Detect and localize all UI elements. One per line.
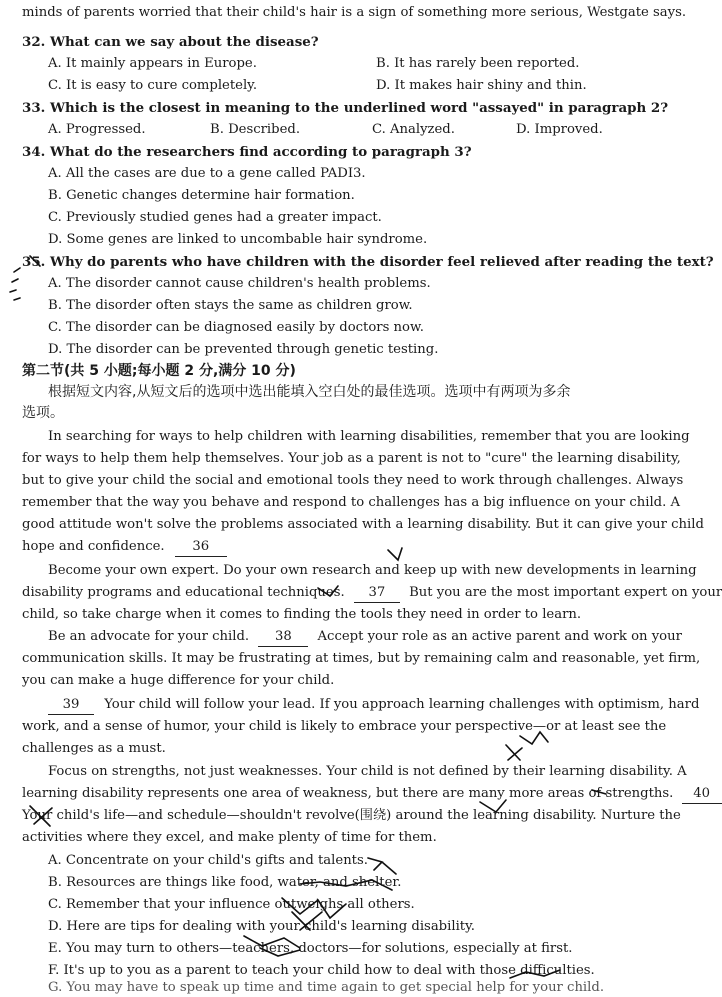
blank-39: 39 — [48, 696, 94, 715]
choice-g: G. You may have to speak up time and time again to get special help for your child. — [48, 980, 605, 995]
pen-mark — [368, 858, 396, 874]
option-32a: A. It mainly appears in Europe. — [48, 56, 257, 71]
passage-p3-text-b: Accept your role as an active parent and work on your — [317, 629, 682, 644]
choice-e: E. You may turn to others—teachers, doctors—for solutions, especially at first. — [48, 941, 573, 956]
passage-p5-line-1: Focus on strengths, not just weaknesses. Your child is not defined by their learning disability. A — [48, 764, 687, 779]
passage-p1-line-4: remember that the way you behave and respond to challenges has a big influence on your child. A — [22, 495, 681, 510]
question-35: 35. Why do parents who have children with the disorder feel relieved after reading the text? — [22, 254, 714, 270]
choice-d: D. Here are tips for dealing with your child's learning disability. — [48, 919, 475, 934]
option-33d: D. Improved. — [516, 122, 603, 137]
option-32c: C. It is easy to cure completely. — [48, 78, 258, 93]
passage-p3-line-3: you can make a huge difference for your child. — [22, 673, 335, 688]
passage-p1-line-5: good attitude won't solve the problems associated with a learning disability. But it can give your child — [22, 517, 704, 532]
question-34: 34. What do the researchers find according to paragraph 3? — [22, 144, 472, 160]
option-33c: C. Analyzed. — [372, 122, 455, 137]
choice-a: A. Concentrate on your child's gifts and talents. — [48, 853, 368, 868]
question-32: 32. What can we say about the disease? — [22, 34, 319, 50]
passage-p3-line-2: communication skills. It may be frustrating at times, but by remaining calm and reasonable, yet firm, — [22, 651, 701, 666]
pen-mark — [10, 268, 20, 300]
option-34d: D. Some genes are linked to uncombable hair syndrome. — [48, 232, 428, 247]
passage-p1-line-2: for ways to help them help themselves. Your job as a parent is not to "cure" the learning disability, — [22, 451, 681, 466]
passage-p3-text-a: Be an advocate for your child. — [48, 629, 250, 644]
blank-37: 37 — [354, 584, 400, 603]
passage-p5-line-4: activities where they excel, and make plenty of time for them. — [22, 830, 437, 845]
passage-p5-line-3: Your child's life—and schedule—shouldn't revolve(围绕) around the learning disability. Nurture the — [22, 808, 681, 823]
continued-passage-line: minds of parents worried that their child's hair is a sign of something more serious, Westgate says. — [22, 5, 687, 20]
option-34b: B. Genetic changes determine hair formation. — [48, 188, 355, 203]
option-33a: A. Progressed. — [48, 122, 146, 137]
option-33b: B. Described. — [210, 122, 301, 137]
choice-c: C. Remember that your influence outweighs all others. — [48, 897, 415, 912]
passage-p4-line-2: work, and a sense of humor, your child is likely to embrace your perspective—or at least see the — [22, 719, 667, 734]
option-34a: A. All the cases are due to a gene called PADI3. — [48, 166, 366, 181]
choice-f: F. It's up to you as a parent to teach your child how to deal with those difficulties. — [48, 963, 595, 978]
option-32d: D. It makes hair shiny and thin. — [376, 78, 587, 93]
pen-mark — [388, 548, 402, 560]
passage-p1-text: hope and confidence. — [22, 539, 165, 554]
option-35b: B. The disorder often stays the same as children grow. — [48, 298, 413, 313]
option-35d: D. The disorder can be prevented through genetic testing. — [48, 342, 439, 357]
passage-p2-line-1: Become your own expert. Do your own research and keep up with new developments in learning — [48, 563, 697, 578]
instruction-line-2: 选项。 — [22, 405, 64, 421]
question-33: 33. Which is the closest in meaning to the underlined word "assayed" in paragraph 2? — [22, 100, 669, 116]
option-35c: C. The disorder can be diagnosed easily by doctors now. — [48, 320, 424, 335]
passage-p1-line-6 — [22, 538, 227, 557]
passage-p2-line-3: child, so take charge when it comes to finding the tools they need in order to learn. — [22, 607, 582, 622]
passage-p5-text: learning disability represents one area of weakness, but there are many more areas of strengths. — [22, 786, 674, 801]
passage-p2-text-b: But you are the most important expert on your — [409, 585, 722, 600]
passage-p5-line-2 — [22, 785, 722, 804]
passage-p3-line-1 — [48, 628, 682, 647]
choice-b: B. Resources are things like food, water, and shelter. — [48, 875, 402, 890]
passage-p4-text: Your child will follow your lead. If you approach learning challenges with optimism, hard — [104, 697, 700, 712]
option-34c: C. Previously studied genes had a greater impact. — [48, 210, 382, 225]
passage-p4-line-3: challenges as a must. — [22, 741, 166, 756]
passage-p1-line-3: but to give your child the social and emotional tools they need to work through challenges. Always — [22, 473, 684, 488]
option-35a: A. The disorder cannot cause children's health problems. — [48, 276, 431, 291]
pen-mark — [506, 745, 522, 760]
section-heading: 第二节(共 5 小题;每小题 2 分,满分 10 分) — [22, 363, 296, 379]
blank-40: 40 — [682, 785, 722, 804]
passage-p4-line-1 — [48, 696, 699, 715]
passage-p1-line-1: In searching for ways to help children with learning disabilities, remember that you are looking — [48, 429, 690, 444]
option-32b: B. It has rarely been reported. — [376, 56, 580, 71]
instruction-line-1: 根据短文内容,从短文后的选项中选出能填入空白处的最佳选项。选项中有两项为多余 — [48, 384, 571, 400]
blank-36: 36 — [175, 538, 227, 557]
blank-38: 38 — [258, 628, 308, 647]
passage-p2-line-2 — [22, 584, 722, 603]
passage-p2-text-a: disability programs and educational techniques. — [22, 585, 345, 600]
